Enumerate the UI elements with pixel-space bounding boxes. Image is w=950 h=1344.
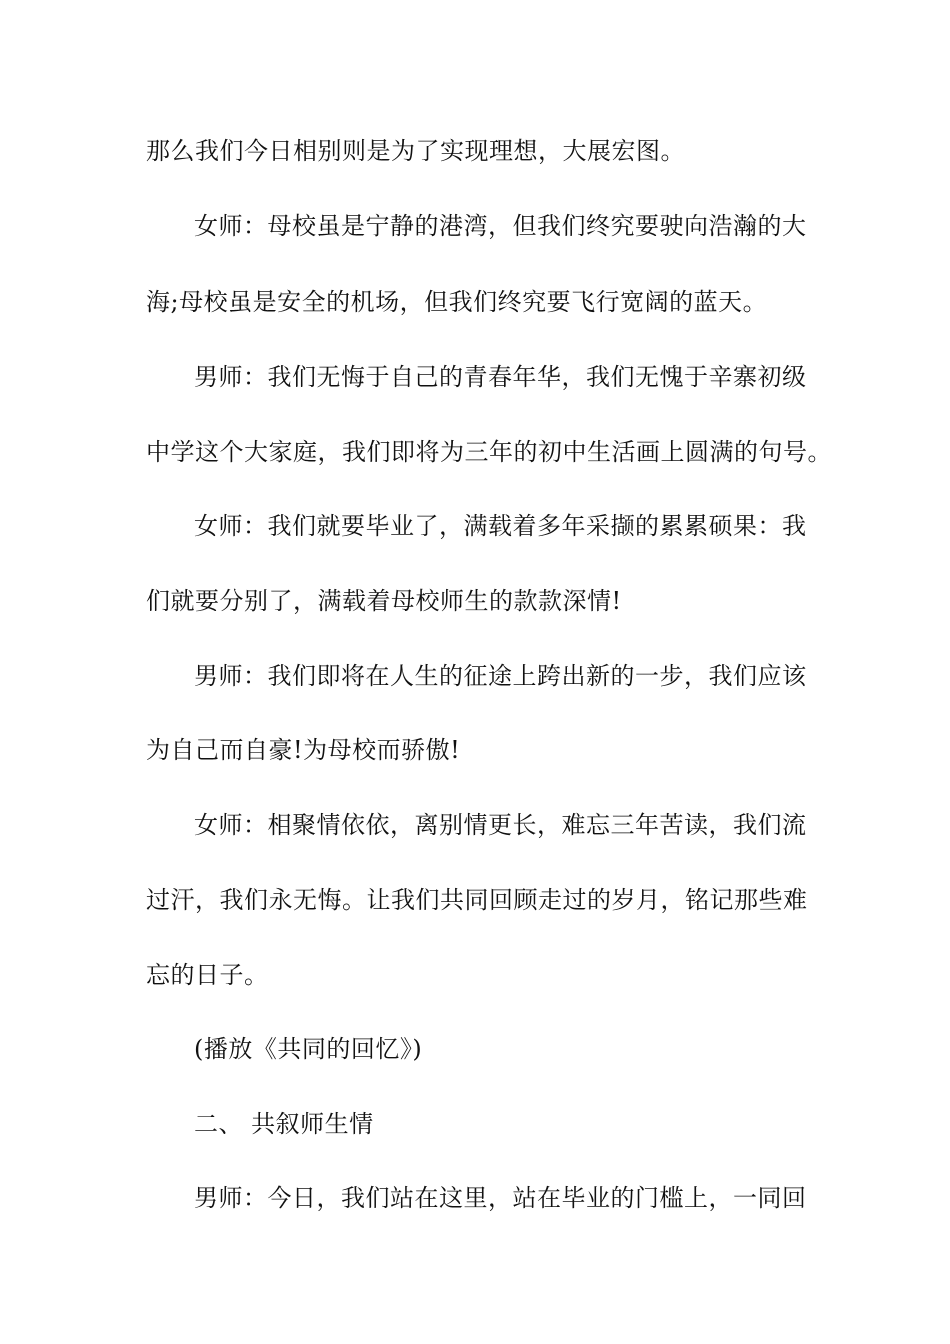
text-line-3: 海;母校虽是安全的机场，但我们终究要飞行宽阔的蓝天。 [146,288,768,316]
section-heading: 二、 共叙师生情 [194,1110,374,1138]
text-line-5: 中学这个大家庭，我们即将为三年的初中生活画上圆满的句号。 [146,438,832,466]
text-line-10: 女师：相聚情依依，离别情更长，难忘三年苦读，我们流 [194,811,807,839]
text-line-12: 忘的日子。 [146,961,269,989]
text-line-4: 男师：我们无悔于自己的青春年华，我们无愧于辛寨初级 [194,363,807,391]
text-line-6: 女师：我们就要毕业了，满载着多年采撷的累累硕果：我 [194,512,807,540]
text-line-8: 男师：我们即将在人生的征途上跨出新的一步，我们应该 [194,662,807,690]
text-line-11: 过汗，我们永无悔。让我们共同回顾走过的岁月，铭记那些难 [146,886,808,914]
text-line-1: 那么我们今日相别则是为了实现理想，大展宏图。 [146,137,685,165]
text-line-9: 为自己而自豪!为母校而骄傲! [146,736,461,764]
text-line-13: (播放《共同的回忆》) [194,1035,423,1063]
text-line-15: 男师：今日，我们站在这里，站在毕业的门槛上，一同回 [194,1184,807,1212]
text-line-2: 女师：母校虽是宁静的港湾，但我们终究要驶向浩瀚的大 [194,212,807,240]
text-line-7: 们就要分别了，满载着母校师生的款款深情! [146,587,622,615]
